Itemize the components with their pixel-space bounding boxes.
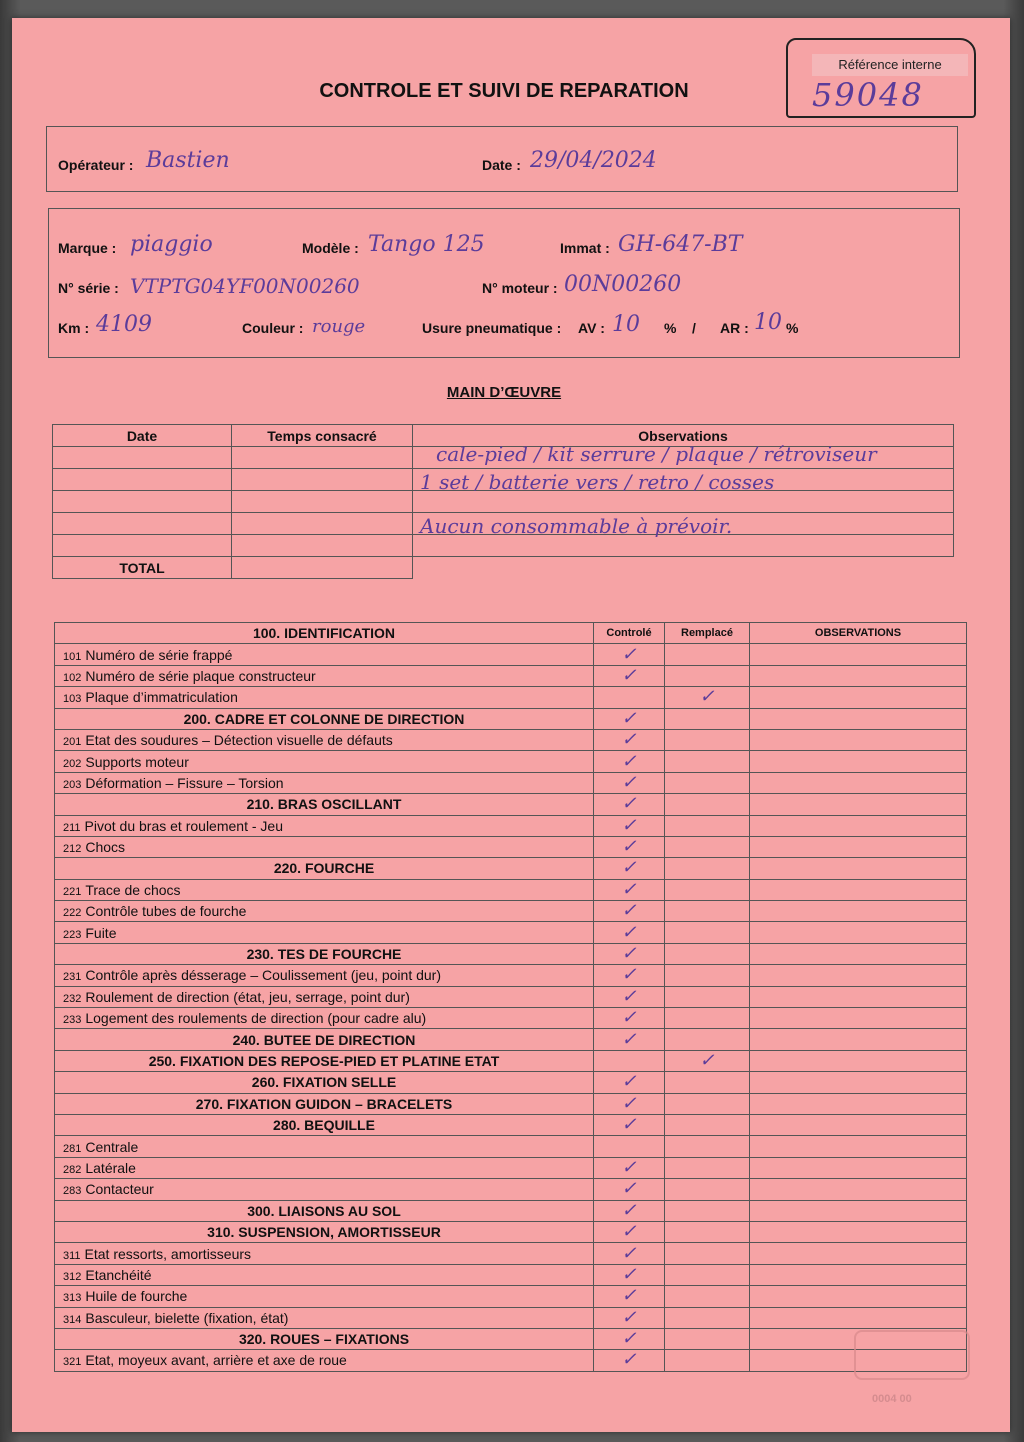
remplace-checkmark — [665, 1008, 750, 1029]
checklist-item-label — [55, 858, 594, 879]
checklist-item-text: Contrôle après désserage – Coulissement (jeu, point dur) — [85, 967, 441, 984]
checklist-row — [55, 965, 967, 986]
controle-checkmark: ✓ — [594, 1008, 665, 1029]
checklist-item-text: 240. BUTEE DE DIRECTION — [232, 1031, 416, 1048]
controle-checkmark — [594, 1136, 665, 1157]
checklist-observation-cell — [750, 1307, 967, 1328]
checklist-item-label — [55, 1136, 594, 1157]
checklist-observation-cell — [750, 751, 967, 772]
checklist-item-text: Roulement de direction (état, jeu, serrage, point dur) — [85, 988, 410, 1005]
mo-header-observations: Observations — [413, 425, 954, 447]
checklist-item-text: Supports moteur — [85, 753, 189, 770]
checklist-item-text: Plaque d’immatriculation — [85, 689, 238, 706]
checklist-observation-cell — [750, 1114, 967, 1135]
checklist-item-text: Etat, moyeux avant, arrière et axe de roue — [85, 1352, 347, 1369]
checklist-item-number: 203 — [63, 778, 82, 791]
checklist-item-number: 223 — [63, 928, 82, 941]
controle-checkmark: ✓ — [594, 1243, 665, 1264]
checklist-item-label — [55, 879, 594, 900]
checklist-section-row — [55, 1328, 967, 1349]
immat-value: GH-647-BT — [618, 232, 743, 257]
checklist-item-label — [55, 772, 594, 793]
operator-value: Bastien — [146, 148, 230, 173]
checklist-observation-cell — [750, 836, 967, 857]
couleur-value: rouge — [312, 316, 366, 337]
checklist-header-controle: Controlé — [594, 623, 665, 644]
remplace-checkmark — [665, 644, 750, 665]
checklist-item-number: 282 — [63, 1163, 82, 1176]
remplace-checkmark — [665, 922, 750, 943]
checklist-observation-cell — [750, 1264, 967, 1285]
checklist-row — [55, 751, 967, 772]
remplace-checkmark — [665, 815, 750, 836]
controle-checkmark: ✓ — [594, 1221, 665, 1242]
remplace-checkmark — [665, 1243, 750, 1264]
checklist-observation-cell — [750, 815, 967, 836]
checklist-row — [55, 1286, 967, 1307]
checklist-row — [55, 772, 967, 793]
controle-checkmark: ✓ — [594, 1029, 665, 1050]
checklist-item-text: 230. TES DE FOURCHE — [246, 946, 402, 963]
checklist-item-label — [55, 1179, 594, 1200]
checklist-item-number: 102 — [63, 671, 82, 684]
checklist-section-row — [55, 1200, 967, 1221]
checklist-observation-cell — [750, 965, 967, 986]
checklist-observation-cell — [750, 986, 967, 1007]
checklist-observation-cell — [750, 1200, 967, 1221]
immat-label: Immat : — [560, 240, 610, 256]
checklist-item-label — [55, 943, 594, 964]
checklist-item-text: Pivot du bras et roulement - Jeu — [84, 817, 283, 834]
remplace-checkmark — [665, 1157, 750, 1178]
usure-ar-pct: % — [786, 320, 799, 336]
checklist-item-label — [55, 1221, 594, 1242]
marque-label: Marque : — [58, 240, 117, 256]
checklist-item-number: 312 — [63, 1270, 82, 1283]
date-label: Date : — [482, 157, 521, 173]
checklist-item-label — [55, 1286, 594, 1307]
controle-checkmark: ✓ — [594, 751, 665, 772]
remplace-checkmark — [665, 1029, 750, 1050]
checklist-item-label — [55, 665, 594, 686]
remplace-checkmark — [665, 1221, 750, 1242]
checklist-item-label — [55, 1093, 594, 1114]
serie-value: VTPTG04YF00N00260 — [130, 274, 360, 298]
checklist-section-row — [55, 1114, 967, 1135]
mo-total-label: TOTAL — [53, 557, 232, 579]
remplace-checkmark — [665, 901, 750, 922]
checklist-item-number: 233 — [63, 1014, 82, 1027]
checklist-row — [55, 1179, 967, 1200]
checklist-section-row — [55, 794, 967, 815]
checklist-item-text: 280. BEQUILLE — [273, 1117, 375, 1134]
controle-checkmark: ✓ — [594, 836, 665, 857]
checklist-item-label — [55, 794, 594, 815]
controle-checkmark: ✓ — [594, 1179, 665, 1200]
remplace-checkmark — [665, 729, 750, 750]
checklist-item-label — [55, 1264, 594, 1285]
checklist-section-row — [55, 1029, 967, 1050]
remplace-checkmark — [665, 772, 750, 793]
controle-checkmark: ✓ — [594, 665, 665, 686]
remplace-checkmark — [665, 1093, 750, 1114]
checklist-row — [55, 1350, 967, 1371]
checklist-section-row — [55, 708, 967, 729]
checklist-observation-cell — [750, 1136, 967, 1157]
controle-checkmark: ✓ — [594, 943, 665, 964]
km-label: Km : — [58, 320, 90, 336]
modele-label: Modèle : — [302, 240, 359, 256]
checklist-observation-cell — [750, 1179, 967, 1200]
remplace-checkmark — [665, 1307, 750, 1328]
usure-ar-label: AR : — [720, 320, 749, 336]
checklist-item-label — [55, 644, 594, 665]
remplace-checkmark — [665, 665, 750, 686]
remplace-checkmark — [665, 1350, 750, 1371]
checklist-item-text: Trace de chocs — [85, 881, 181, 898]
remplace-checkmark: ✓ — [665, 687, 750, 708]
date-value: 29/04/2024 — [530, 148, 657, 173]
checklist-row — [55, 1307, 967, 1328]
checklist-item-text: Numéro de série plaque constructeur — [85, 667, 316, 684]
checklist-section-row — [55, 943, 967, 964]
checklist-observation-cell — [750, 729, 967, 750]
controle-checkmark — [594, 1050, 665, 1071]
checklist-row — [55, 986, 967, 1007]
checklist-row — [55, 1243, 967, 1264]
mo-observation-line-2: 1 set / batterie vers / retro / cosses — [420, 470, 775, 494]
checklist-row — [55, 922, 967, 943]
checklist-item-text: 310. SUSPENSION, AMORTISSEUR — [207, 1224, 441, 1241]
checklist-item-label — [55, 1029, 594, 1050]
checklist-header-remplace: Remplacé — [665, 623, 750, 644]
checklist-item-label — [55, 751, 594, 772]
remplace-checkmark — [665, 858, 750, 879]
form-title: CONTROLE ET SUIVI DE REPARATION — [319, 80, 689, 102]
remplace-checkmark — [665, 836, 750, 857]
checklist-item-label — [55, 922, 594, 943]
checklist-observation-cell — [750, 1008, 967, 1029]
checklist-section-row — [55, 1093, 967, 1114]
serie-label: N° série : — [58, 280, 119, 296]
remplace-checkmark — [665, 1072, 750, 1093]
controle-checkmark: ✓ — [594, 1328, 665, 1349]
checklist-item-text: 300. LIAISONS AU SOL — [247, 1202, 401, 1219]
checklist-observation-cell — [750, 665, 967, 686]
controle-checkmark: ✓ — [594, 879, 665, 900]
main-oeuvre-title: MAIN D’ŒUVRE — [446, 384, 562, 401]
mo-header-date: Date — [53, 425, 232, 447]
checklist-section-row — [55, 1221, 967, 1242]
checklist-observation-cell — [750, 1093, 967, 1114]
controle-checkmark: ✓ — [594, 986, 665, 1007]
checklist-item-text: Chocs — [85, 839, 126, 856]
checklist-item-number: 283 — [63, 1185, 82, 1198]
repair-form-sheet — [12, 18, 1010, 1432]
checklist-item-label — [55, 965, 594, 986]
checklist-header-identification: 100. IDENTIFICATION — [55, 623, 594, 644]
usure-ar-value: 10 — [754, 310, 782, 335]
remplace-checkmark — [665, 965, 750, 986]
checklist-item-label — [55, 1328, 594, 1349]
checklist-item-label — [55, 1114, 594, 1135]
controle-checkmark: ✓ — [594, 922, 665, 943]
checklist-item-label — [55, 815, 594, 836]
controle-checkmark: ✓ — [594, 1307, 665, 1328]
checklist-observation-cell — [750, 1243, 967, 1264]
usure-av-pct: % — [664, 320, 677, 336]
checklist-observation-cell — [750, 1029, 967, 1050]
checklist-item-number: 101 — [63, 650, 82, 663]
checklist-item-label — [55, 1072, 594, 1093]
km-value: 4109 — [96, 312, 152, 337]
checklist-row — [55, 687, 967, 708]
checklist-row — [55, 901, 967, 922]
checklist-observation-cell — [750, 879, 967, 900]
checklist-item-text: Numéro de série frappé — [85, 646, 233, 663]
checklist-item-label — [55, 836, 594, 857]
checklist-section-row — [55, 1050, 967, 1071]
checklist-item-text: 220. FOURCHE — [273, 860, 375, 877]
checklist-row — [55, 1264, 967, 1285]
checklist-item-text: Basculeur, bielette (fixation, état) — [85, 1309, 289, 1326]
checklist-table — [54, 622, 967, 1372]
checklist-observation-cell — [750, 794, 967, 815]
checklist-item-label — [55, 1350, 594, 1371]
checklist-item-text: 200. CADRE ET COLONNE DE DIRECTION — [183, 710, 465, 727]
stamp-text: 0004 00 — [872, 1393, 912, 1405]
checklist-observation-cell — [750, 708, 967, 729]
mo-observation-line-3: Aucun consommable à prévoir. — [420, 514, 733, 538]
checklist-item-text: Etat des soudures – Détection visuelle de défauts — [85, 732, 393, 749]
moteur-value: 00N00260 — [564, 272, 682, 297]
controle-checkmark: ✓ — [594, 1350, 665, 1371]
controle-checkmark: ✓ — [594, 644, 665, 665]
controle-checkmark: ✓ — [594, 1093, 665, 1114]
marque-value: piaggio — [130, 232, 213, 257]
checklist-item-text: Déformation – Fissure – Torsion — [85, 774, 284, 791]
remplace-checkmark — [665, 1200, 750, 1221]
remplace-checkmark — [665, 1114, 750, 1135]
checklist-item-label — [55, 901, 594, 922]
controle-checkmark: ✓ — [594, 1072, 665, 1093]
checklist-item-number: 321 — [63, 1356, 82, 1369]
checklist-item-text: Latérale — [85, 1159, 136, 1176]
remplace-checkmark — [665, 1286, 750, 1307]
controle-checkmark: ✓ — [594, 1157, 665, 1178]
checklist-observation-cell — [750, 1221, 967, 1242]
controle-checkmark: ✓ — [594, 708, 665, 729]
checklist-observation-cell — [750, 687, 967, 708]
checklist-row — [55, 1136, 967, 1157]
checklist-item-label — [55, 1050, 594, 1071]
checklist-observation-cell — [750, 943, 967, 964]
controle-checkmark — [594, 687, 665, 708]
controle-checkmark: ✓ — [594, 772, 665, 793]
controle-checkmark: ✓ — [594, 794, 665, 815]
controle-checkmark: ✓ — [594, 815, 665, 836]
checklist-item-label — [55, 687, 594, 708]
checklist-item-text: Etat ressorts, amortisseurs — [84, 1245, 252, 1262]
controle-checkmark: ✓ — [594, 901, 665, 922]
reference-value: 59048 — [812, 76, 924, 114]
checklist-item-text: 210. BRAS OSCILLANT — [246, 796, 402, 813]
checklist-item-number: 201 — [63, 736, 82, 749]
checklist-item-number: 314 — [63, 1313, 82, 1326]
mo-header-temps: Temps consacré — [232, 425, 413, 447]
controle-checkmark: ✓ — [594, 1200, 665, 1221]
checklist-item-text: Contrôle tubes de fourche — [85, 903, 247, 920]
operator-label: Opérateur : — [58, 157, 134, 173]
checklist-row — [55, 1008, 967, 1029]
controle-checkmark: ✓ — [594, 1264, 665, 1285]
checklist-observation-cell — [750, 1286, 967, 1307]
checklist-row — [55, 729, 967, 750]
checklist-observation-cell — [750, 644, 967, 665]
controle-checkmark: ✓ — [594, 965, 665, 986]
checklist-section-row — [55, 1072, 967, 1093]
checklist-item-number: 212 — [63, 843, 82, 856]
checklist-item-number: 211 — [63, 821, 81, 834]
remplace-checkmark — [665, 879, 750, 900]
remplace-checkmark — [665, 986, 750, 1007]
checklist-row — [55, 879, 967, 900]
checklist-item-text: Contacteur — [85, 1181, 154, 1198]
checklist-observation-cell — [750, 922, 967, 943]
checklist-item-number: 232 — [63, 992, 82, 1005]
checklist-item-label — [55, 729, 594, 750]
mo-observation-line-1: cale-pied / kit serrure / plaque / rétroviseur — [436, 442, 877, 466]
checklist-item-number: 313 — [63, 1292, 82, 1305]
checklist-section-row — [55, 858, 967, 879]
checklist-row — [55, 665, 967, 686]
checklist-row — [55, 1157, 967, 1178]
remplace-checkmark — [665, 708, 750, 729]
checklist-observation-cell — [750, 1157, 967, 1178]
checklist-item-text: Centrale — [85, 1138, 139, 1155]
checklist-observation-cell — [750, 901, 967, 922]
mo-total-row — [53, 557, 954, 579]
remplace-checkmark — [665, 751, 750, 772]
controle-checkmark: ✓ — [594, 729, 665, 750]
usure-separator: / — [692, 320, 696, 336]
checklist-observation-cell — [750, 1072, 967, 1093]
checklist-item-number: 311 — [63, 1249, 81, 1262]
checklist-row — [55, 815, 967, 836]
moteur-label: N° moteur : — [482, 280, 558, 296]
checklist-item-number: 231 — [63, 971, 82, 984]
checklist-observation-cell — [750, 858, 967, 879]
controle-checkmark: ✓ — [594, 1114, 665, 1135]
checklist-item-text: Etanchéité — [85, 1266, 152, 1283]
checklist-item-label — [55, 1157, 594, 1178]
usure-av-value: 10 — [612, 312, 640, 337]
checklist-observation-cell — [750, 1050, 967, 1071]
remplace-checkmark — [665, 943, 750, 964]
checklist-item-label — [55, 1243, 594, 1264]
checklist-item-number: 281 — [63, 1142, 82, 1155]
checklist-row — [55, 836, 967, 857]
checklist-observation-cell — [750, 772, 967, 793]
checklist-item-text: Fuite — [85, 924, 117, 941]
usure-label: Usure pneumatique : — [422, 320, 562, 336]
checklist-item-text: 260. FIXATION SELLE — [251, 1074, 397, 1091]
checklist-item-label — [55, 1200, 594, 1221]
checklist-item-label — [55, 708, 594, 729]
modele-value: Tango 125 — [368, 232, 485, 257]
checklist-item-text: 270. FIXATION GUIDON – BRACELETS — [195, 1095, 453, 1112]
checklist-item-number: 221 — [63, 885, 82, 898]
controle-checkmark: ✓ — [594, 858, 665, 879]
usure-av-label: AV : — [578, 320, 605, 336]
couleur-label: Couleur : — [242, 320, 304, 336]
remplace-checkmark — [665, 1328, 750, 1349]
checklist-header-observations: OBSERVATIONS — [750, 623, 967, 644]
checklist-item-label — [55, 986, 594, 1007]
checklist-item-text: 320. ROUES – FIXATIONS — [238, 1331, 410, 1348]
checklist-item-number: 103 — [63, 693, 82, 706]
checklist-item-number: 202 — [63, 757, 82, 770]
checklist-item-text: Logement des roulements de direction (pour cadre alu) — [85, 1010, 427, 1027]
checklist-item-number: 222 — [63, 907, 82, 920]
checklist-item-text: 250. FIXATION DES REPOSE-PIED ET PLATINE ETAT — [148, 1053, 500, 1069]
controle-checkmark: ✓ — [594, 1286, 665, 1307]
remplace-checkmark — [665, 794, 750, 815]
reference-label: Référence interne — [812, 54, 968, 76]
checklist-item-label — [55, 1008, 594, 1029]
checklist-item-label — [55, 1307, 594, 1328]
remplace-checkmark — [665, 1264, 750, 1285]
workshop-stamp — [854, 1330, 970, 1380]
remplace-checkmark — [665, 1136, 750, 1157]
checklist-item-text: Huile de fourche — [85, 1288, 188, 1305]
remplace-checkmark: ✓ — [665, 1050, 750, 1071]
checklist-row — [55, 644, 967, 665]
remplace-checkmark — [665, 1179, 750, 1200]
